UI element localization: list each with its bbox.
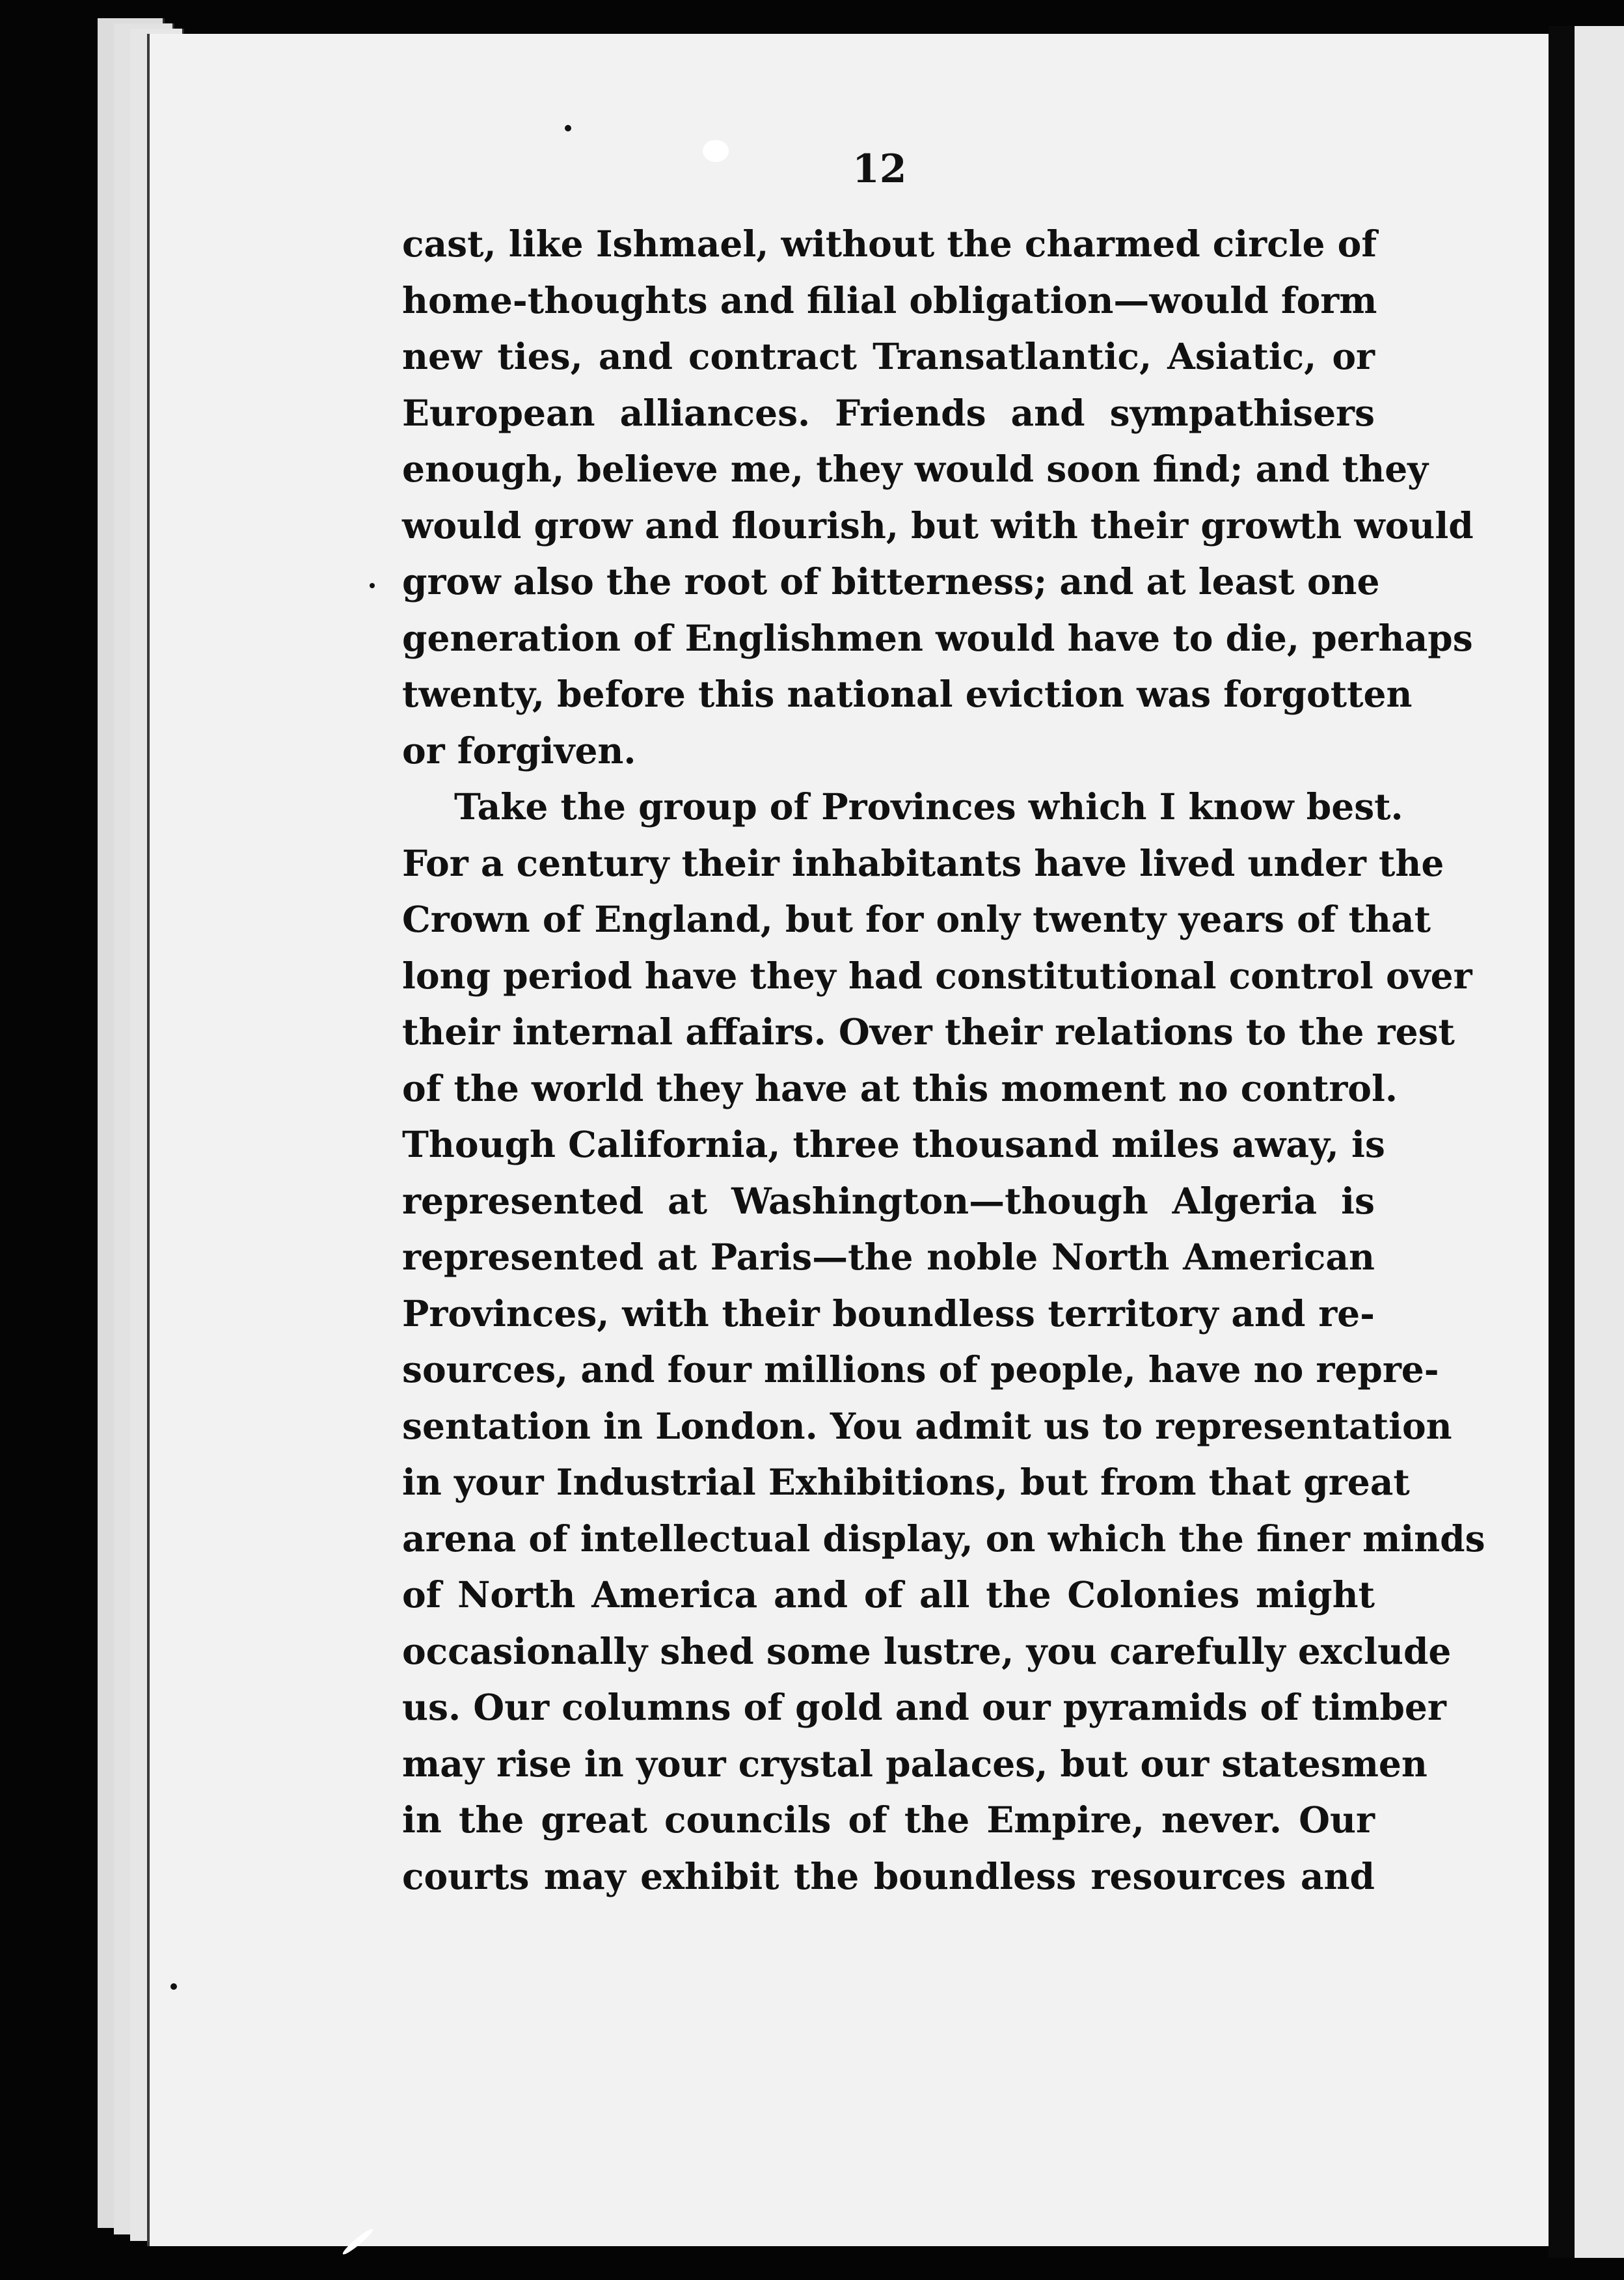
text-line: Though California, three thousand miles away, is	[402, 1123, 1385, 1165]
page-number: 12	[852, 146, 907, 192]
text-line: occasionally shed some lustre, you carefully exclude	[402, 1629, 1452, 1672]
text-line: For a century their inhabitants have lived under the	[402, 841, 1444, 884]
text-line: of North America and of all the Colonies might	[402, 1573, 1375, 1616]
text-line: enough, believe me, they would soon find; and they	[402, 448, 1429, 490]
text-line: sentation in London. You admit us to representation	[402, 1404, 1452, 1447]
text-line: represented at Paris—the noble North American	[402, 1236, 1375, 1278]
text-line: Crown of England, but for only twenty years of that	[402, 898, 1431, 940]
text-line: twenty, before this national eviction was forgotten	[402, 673, 1413, 715]
text-line: Provinces, with their boundless territory and re-	[402, 1292, 1375, 1335]
text-line: may rise in your crystal palaces, but our statesmen	[402, 1742, 1428, 1785]
paragraph-start-line: Take the group of Provinces which I know best.	[454, 785, 1403, 828]
text-line: cast, like Ishmael, without the charmed circle of	[402, 223, 1377, 265]
text-line: in your Industrial Exhibitions, but from that great	[402, 1461, 1410, 1503]
scan-speck	[565, 125, 571, 131]
text-line: us. Our columns of gold and our pyramids of timber	[402, 1686, 1446, 1728]
text-line: generation of Englishmen would have to die, perhaps	[402, 616, 1473, 659]
body-text	[402, 216, 1485, 1905]
text-line: their internal affairs. Over their relations to the rest	[402, 1011, 1455, 1053]
text-line: grow also the root of bitterness; and at least one	[402, 560, 1380, 603]
book-gutter	[1549, 26, 1575, 2258]
text-line: sources, and four millions of people, have no repre-	[402, 1348, 1439, 1391]
text-line: courts may exhibit the boundless resources and	[402, 1854, 1375, 1897]
scan-speck	[703, 140, 729, 162]
text-line: would grow and flourish, but with their growth would	[402, 504, 1474, 547]
text-line: arena of intellectual display, on which the finer minds	[402, 1517, 1485, 1560]
text-line: or forgiven.	[402, 729, 636, 772]
text-line: long period have they had constitutional control over	[402, 954, 1472, 997]
scan-speck	[370, 583, 375, 588]
text-line: new ties, and contract Transatlantic, Asiatic, or	[402, 335, 1375, 377]
text-line: represented at Washington—though Algeria is	[402, 1179, 1375, 1222]
scan-speck	[170, 1983, 177, 1990]
text-line: in the great councils of the Empire, never. Our	[402, 1798, 1375, 1841]
adjacent-page-edge	[1575, 26, 1624, 2258]
text-line: European alliances. Friends and sympathisers	[402, 391, 1375, 434]
text-line: home-thoughts and filial obligation—would form	[402, 278, 1377, 321]
text-line: of the world they have at this moment no control.	[402, 1066, 1398, 1109]
